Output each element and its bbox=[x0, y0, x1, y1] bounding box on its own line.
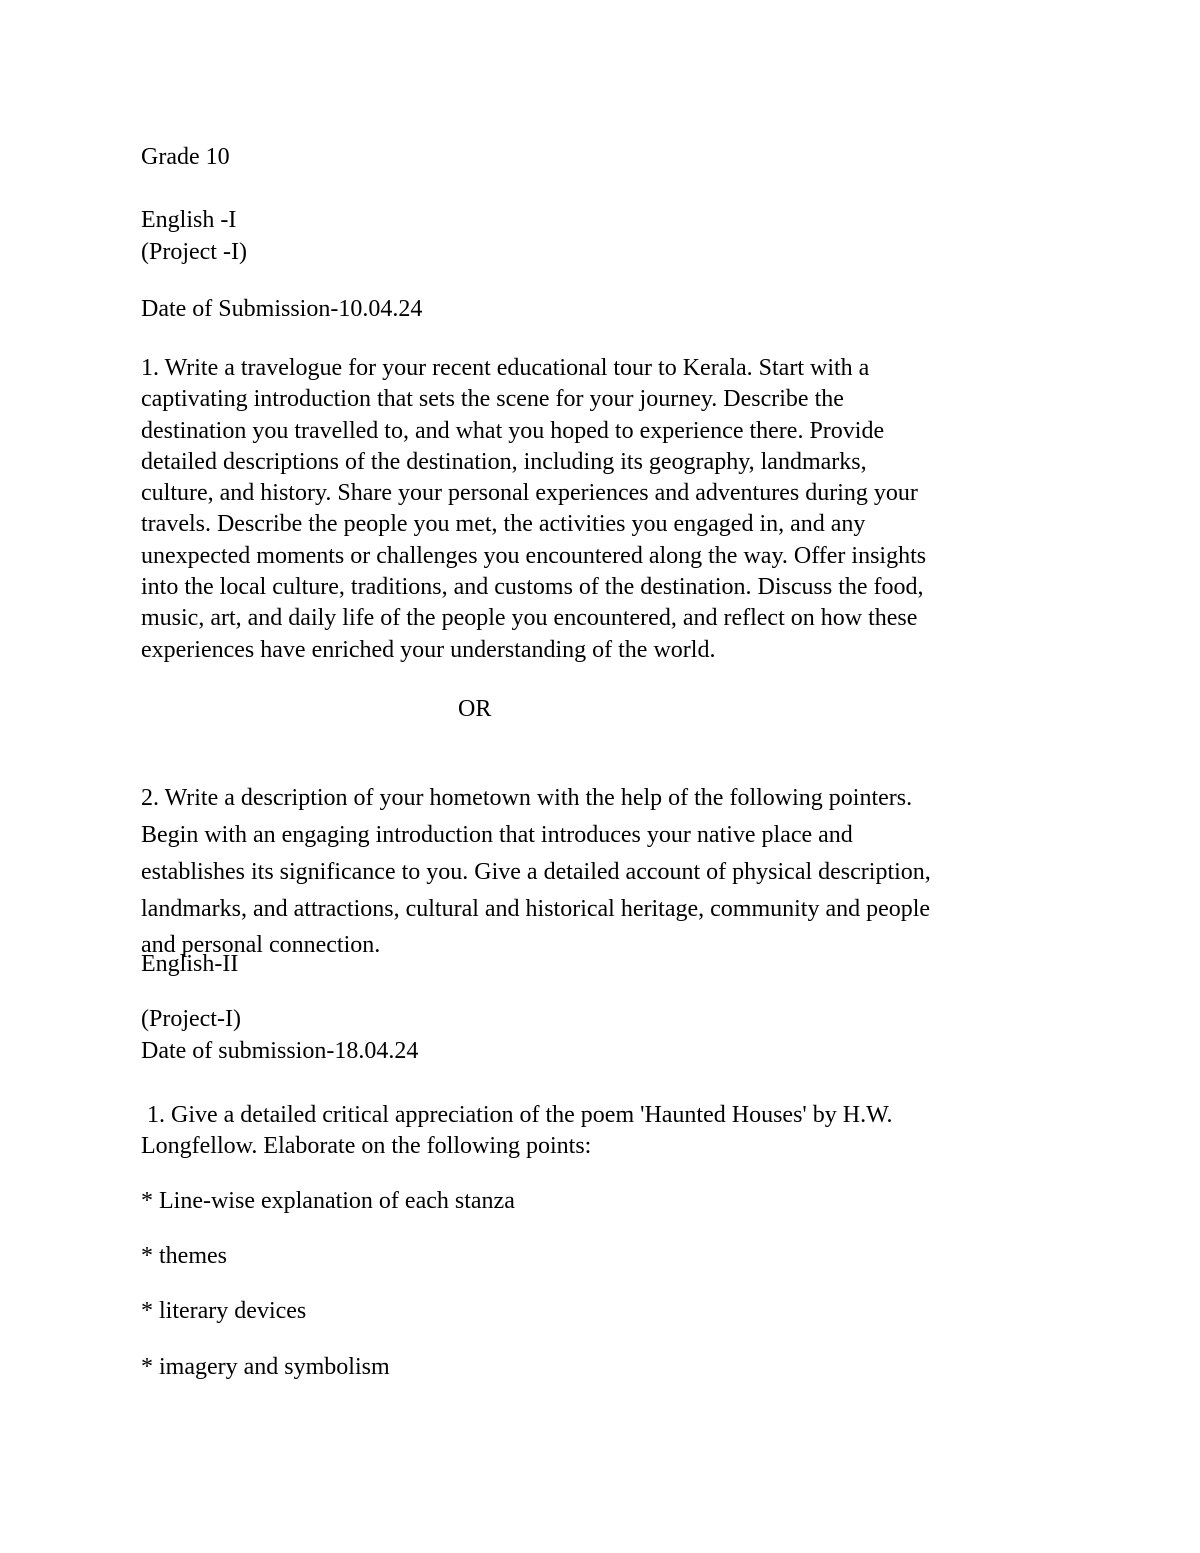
english2-project: (Project-I) bbox=[141, 1006, 241, 1032]
english2-submission-date: Date of submission-18.04.24 bbox=[141, 1038, 419, 1064]
bullet-point: * Line-wise explanation of each stanza bbox=[141, 1188, 515, 1214]
english1-question-2-line1 bbox=[141, 749, 1061, 996]
bullet-point: * literary devices bbox=[141, 1298, 307, 1324]
bullet-point: * imagery and symbolism bbox=[141, 1354, 390, 1380]
english1-question-1: 1. Write a travelogue for your recent educational tour to Kerala. Start with a captivating introduction that sets the scene for your journey. Describe the destination you travelled to, and what you hoped to experience there. Provide detailed descriptions of the destination, including its geography, landmarks, culture, and history. Share your personal experiences and adventures during your travels. Describe the people you met, the activities you engaged in, and any unexpected moments or challenges you encountered along the way. Offer insights into the local culture, traditions, and customs of the destination. Discuss the food, music, art, and daily life of the people you encountered, and reflect on how these experiences have enriched your understanding of the world. bbox=[141, 355, 927, 663]
english2-question-1: 1. Give a detailed critical appreciation of the poem 'Haunted Houses' by H.W. Longfellow. Elaborate on the following points: bbox=[141, 1102, 893, 1160]
english1-question-2: 2. Write a description of your hometown with the help of the following pointers. Begin with an engaging introduction that introduces your native place and establishes its significance to you. Give a detailed account of physical description, landmarks, and attractions, cultural and historical heritage, community and people and personal connection. bbox=[141, 785, 931, 959]
english2-subject: English-II bbox=[141, 951, 239, 977]
bullet-point: * themes bbox=[141, 1243, 227, 1269]
english1-subject: English -I bbox=[141, 207, 237, 233]
english1-project: (Project -I) bbox=[141, 239, 247, 265]
grade-heading: Grade 10 bbox=[141, 144, 230, 170]
or-separator: OR bbox=[458, 696, 492, 722]
english1-submission-date: Date of Submission-10.04.24 bbox=[141, 296, 423, 322]
